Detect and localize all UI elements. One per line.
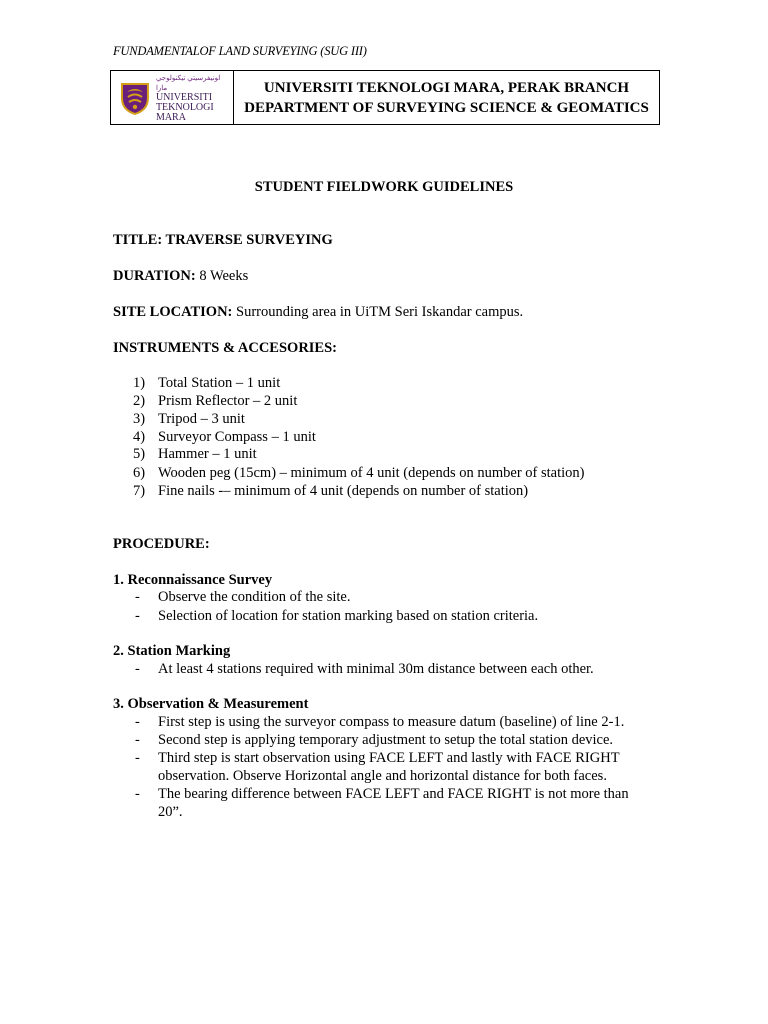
logo-line-2: TEKNOLOGI [155, 101, 214, 113]
bullet-dash: - [135, 732, 140, 748]
list-item: At least 4 stations required with minimal 30m distance between each other. [158, 661, 594, 677]
duration-label: DURATION: [113, 268, 196, 284]
list-item: Hammer – 1 unit [158, 446, 257, 462]
bullet-dash: - [135, 750, 140, 766]
department-name: DEPARTMENT OF SURVEYING SCIENCE & GEOMATICS [244, 99, 649, 116]
survey-title: TITLE: TRAVERSE SURVEYING [113, 232, 333, 248]
institution-title-cell [234, 71, 659, 124]
logo-line-1: UNIVERSITI [155, 91, 213, 103]
list-item-continuation: 20”. [158, 804, 183, 820]
list-item-continuation: observation. Observe Horizontal angle and horizontal distance for both faces. [158, 768, 607, 784]
list-item-number: 2) [133, 393, 146, 409]
list-item: Wooden peg (15cm) – minimum of 4 unit (depends on number of station) [158, 465, 585, 481]
list-item: Selection of location for station marking based on station criteria. [158, 608, 539, 624]
list-item: First step is using the surveyor compass to measure datum (baseline) of line 2-1. [158, 714, 625, 730]
list-item-number: 6) [133, 465, 146, 481]
site-location-value: Surrounding area in UiTM Seri Iskandar campus. [232, 304, 524, 320]
site-location-label: SITE LOCATION: [113, 304, 233, 320]
duration-value: 8 Weeks [195, 268, 249, 284]
logo-cell [111, 71, 234, 124]
section-title: 3. Observation & Measurement [113, 696, 309, 712]
institution-name: UNIVERSITI TEKNOLOGI MARA, PERAK BRANCH [263, 79, 630, 96]
document-title: STUDENT FIELDWORK GUIDELINES [254, 179, 514, 195]
site-location-line [113, 304, 523, 321]
section-title: 1. Reconnaissance Survey [113, 572, 273, 588]
logo-line-3: MARA [155, 111, 186, 123]
list-item: Observe the condition of the site. [158, 589, 351, 605]
list-item: Total Station – 1 unit [158, 375, 281, 391]
bullet-dash: - [135, 786, 140, 802]
list-item-number: 3) [133, 411, 146, 427]
list-item-number: 4) [133, 429, 146, 445]
institution-header-box [110, 70, 660, 125]
list-item: Surveyor Compass – 1 unit [158, 429, 316, 445]
logo-wordmark [156, 73, 233, 123]
list-item: Prism Reflector – 2 unit [158, 393, 298, 409]
logo-script-text: ﺍﻮﻧﻴﻔﺮﺳﻴﺘﻲ ﺗﻴﻜﻨﻮﻟﻮﺟﻲ ﻣﺎرا [155, 73, 221, 92]
instruments-heading: INSTRUMENTS & ACCESORIES: [113, 340, 337, 356]
list-item: Fine nails -– minimum of 4 unit (depends on number of station) [158, 483, 529, 499]
list-item-number: 5) [133, 446, 146, 462]
list-item: Second step is applying temporary adjustment to setup the total station device. [158, 732, 614, 748]
list-item: Third step is start observation using FACE LEFT and lastly with FACE RIGHT [158, 750, 620, 766]
list-item: Tripod – 3 unit [158, 411, 245, 427]
list-item-number: 1) [133, 375, 146, 391]
section-title: 2. Station Marking [113, 643, 231, 659]
bullet-dash: - [135, 589, 140, 605]
list-item-number: 7) [133, 483, 146, 499]
bullet-dash: - [135, 661, 140, 677]
uitm-logo-icon [119, 80, 151, 116]
list-item: The bearing difference between FACE LEFT and FACE RIGHT is not more than [158, 786, 629, 802]
bullet-dash: - [135, 714, 140, 730]
bullet-dash: - [135, 608, 140, 624]
duration-line [113, 268, 248, 285]
running-header: FUNDAMENTALOF LAND SURVEYING (SUG III) [113, 44, 367, 58]
procedure-heading: PROCEDURE: [113, 536, 210, 552]
